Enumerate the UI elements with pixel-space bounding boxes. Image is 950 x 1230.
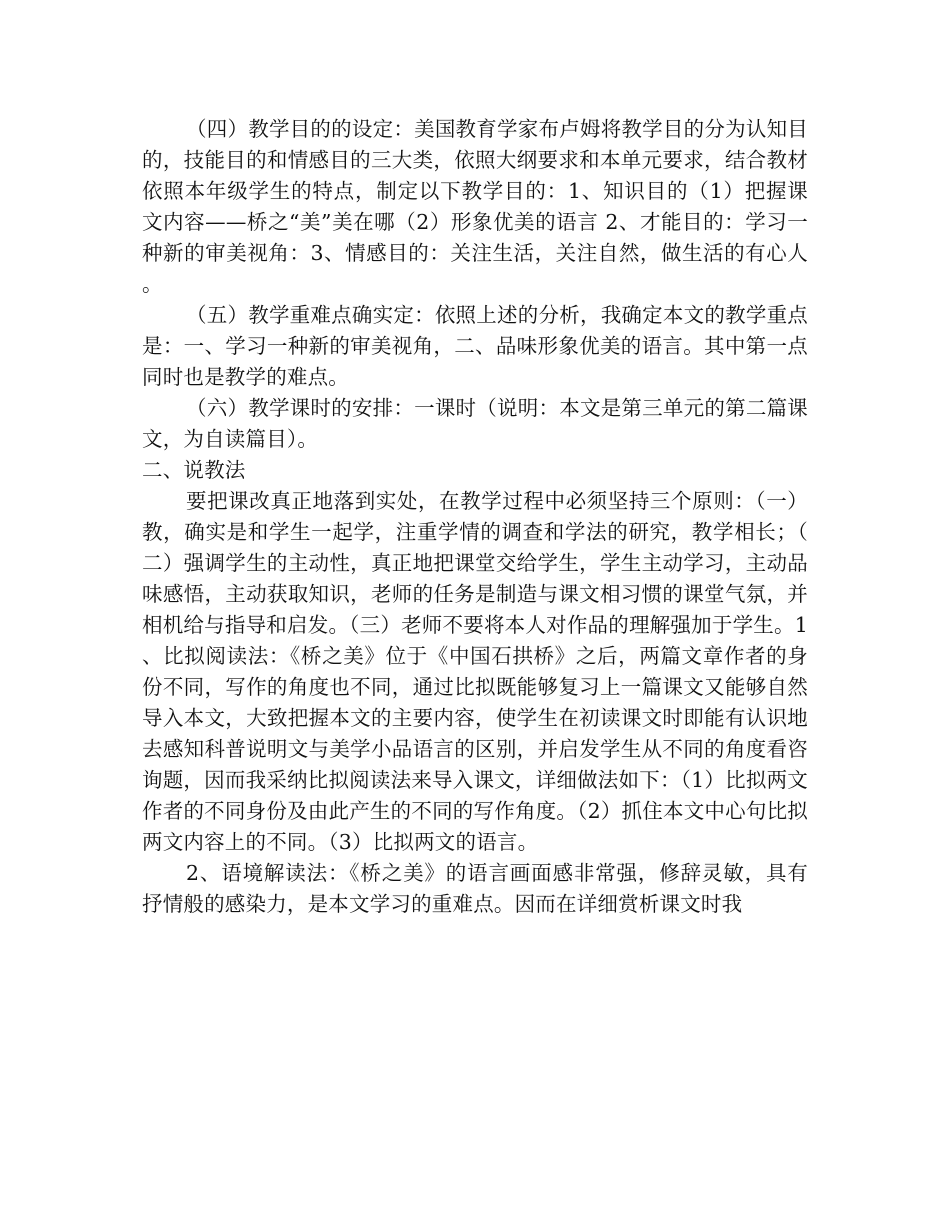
document-page xyxy=(142,114,808,920)
paragraph-class-hours: （六）教学课时的安排：一课时（说明：本文是第三单元的第二篇课文，为自读篇目）。 xyxy=(142,396,808,451)
paragraph-context-reading: 2、语境解读法：《桥之美》的语言画面感非常强，修辞灵敏，具有抒情般的感染力，是本文学习的重难点。因而在详细赏析课文时我 xyxy=(142,861,808,916)
paragraph-teaching-objectives: （四）教学目的的设定：美国教育学家布卢姆将教学目的分为认知目的，技能目的和情感目的三大类，依照大纲要求和本单元要求，结合教材依照本年级学生的特点，制定以下教学目的：1、知识目的（1）把握课文内容——桥之“美”美在哪（2）形象优美的语言 2、才能目的：学习一种新的审美视角：3、情感目的：关注生活，关注自然，做生活的有心人。 xyxy=(142,117,808,296)
paragraph-teaching-principles: 要把课改真正地落到实处，在教学过程中必须坚持三个原则：（一）教，确实是和学生一起学，注重学情的调查和学法的研究，教学相长；（二）强调学生的主动性，真正地把课堂交给学生，学生主动学习，主动品味感悟，主动获取知识，老师的任务是制造与课文相习惯的课堂气氛，并相机给与指导和启发。（三）老师不要将本人对作品的理解强加于学生。1、比拟阅读法：《桥之美》位于《中国石拱桥》之后，两篇文章作者的身份不同，写作的角度也不同，通过比拟既能够复习上一篇课文又能够自然导入本文，大致把握本文的主要内容，使学生在初读课文时即能有认识地去感知科普说明文与美学小品语言的区别，并启发学生从不同的角度看咨询题，因而我采纳比拟阅读法来导入课文，详细做法如下：（1）比拟两文作者的不同身份及由此产生的不同的写作角度。（2）抓住本文中心句比拟两文内容上的不同。（3）比拟两文的语言。 xyxy=(142,489,808,854)
paragraph-key-points: （五）教学重难点确实定：依照上述的分析，我确定本文的教学重点是：一、学习一种新的审美视角，二、品味形象优美的语言。其中第一点同时也是教学的难点。 xyxy=(142,303,808,389)
section-heading-teaching-method: 二、说教法 xyxy=(142,458,246,482)
